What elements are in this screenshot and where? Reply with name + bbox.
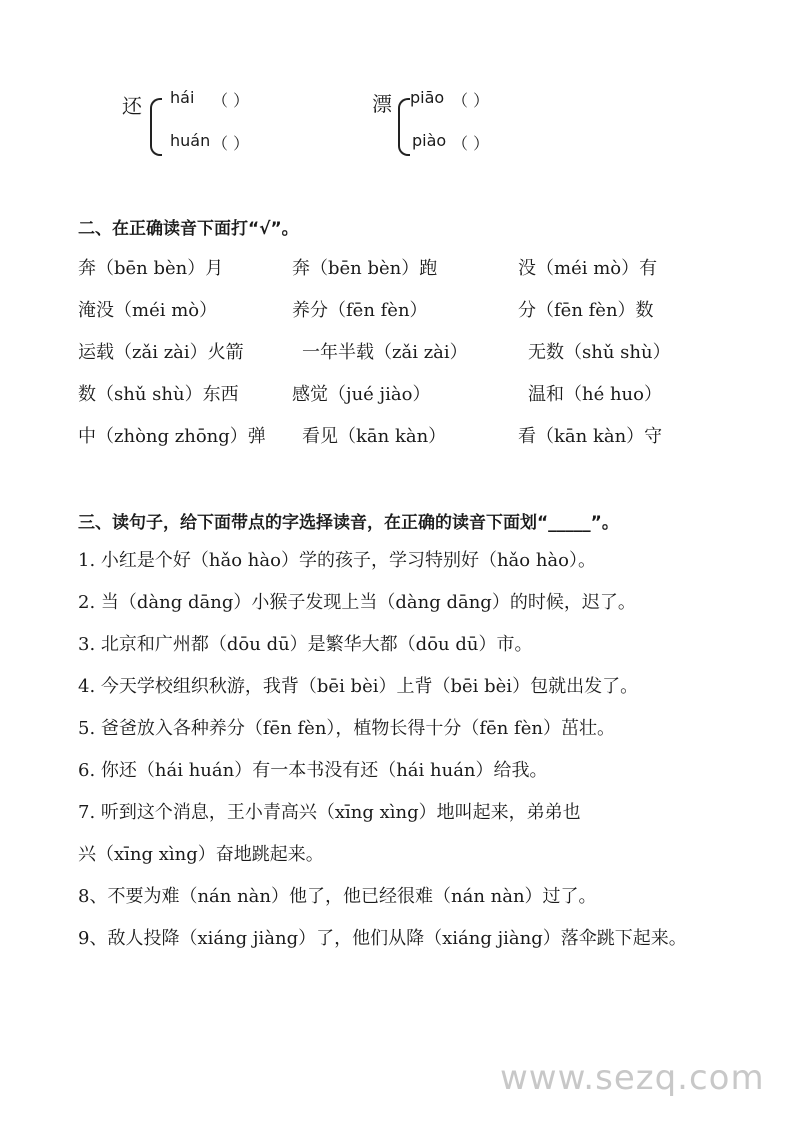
brace-bottom (398, 120, 410, 156)
question-item: 看（kān kàn）守 (518, 426, 663, 447)
answer-blank: （ ） (212, 134, 250, 153)
question-item: 养分（fēn fèn） (292, 300, 428, 321)
section-3-title: 三、读句子，给下面带点的字选择读音，在正确的读音下面划“_____”。 (78, 513, 619, 533)
question-item: 温和（hé huo） (528, 384, 662, 405)
question-item: 没（méi mò）有 (518, 258, 658, 279)
answer-blank: （ ） (452, 91, 490, 110)
watermark: www.sezq.com (500, 1058, 765, 1098)
section-2-title: 二、在正确读音下面打“√”。 (78, 219, 299, 239)
question-item: 运载（zǎi zài）火箭 (78, 342, 244, 363)
reading-pinyin: hái (170, 88, 195, 107)
question-item: 分（fēn fèn）数 (518, 300, 654, 321)
question-item: 感觉（jué jiào） (292, 384, 431, 405)
question-item: 无数（shǔ shù） (528, 342, 671, 363)
sentence: 8、不要为难（nán nàn）他了，他已经很难（nán nàn）过了。 (78, 886, 597, 907)
answer-blank: （ ） (212, 91, 250, 110)
sentence: 5. 爸爸放入各种养分（fēn fèn），植物长得十分（fēn fèn）茁壮。 (78, 718, 615, 739)
sentence: 7. 听到这个消息，王小青高兴（xīng xìng）地叫起来，弟弟也 (78, 802, 581, 823)
sentence: 1. 小红是个好（hǎo hào）学的孩子，学习特别好（hǎo hào）。 (78, 550, 596, 571)
sentence: 9、敌人投降（xiáng jiàng）了，他们从降（xiáng jiàng）落伞跳下起来。 (78, 928, 687, 949)
sentence: 兴（xīng xìng）奋地跳起来。 (78, 844, 324, 865)
question-item: 一年半载（zǎi zài） (302, 342, 468, 363)
reading-pinyin: piào (412, 131, 447, 150)
brace-top (398, 98, 410, 122)
brace-top (150, 98, 162, 122)
sentence: 3. 北京和广州都（dōu dū）是繁华大都（dōu dū）市。 (78, 634, 533, 655)
question-item: 奔（bēn bèn）月 (78, 258, 224, 279)
question-item: 奔（bēn bèn）跑 (292, 258, 438, 279)
question-item: 看见（kān kàn） (302, 426, 447, 447)
sentence: 6. 你还（hái huán）有一本书没有还（hái huán）给我。 (78, 760, 548, 781)
question-item: 中（zhòng zhōng）弹 (78, 426, 266, 447)
polyphone-char: 还 (122, 94, 142, 118)
question-item: 淹没（méi mò） (78, 300, 218, 321)
sentence: 4. 今天学校组织秋游，我背（bēi bèi）上背（bēi bèi）包就出发了。 (78, 676, 639, 697)
sentence: 2. 当（dàng dāng）小猴子发现上当（dàng dāng）的时候，迟了。 (78, 592, 636, 613)
polyphone-char: 漂 (372, 92, 392, 116)
reading-pinyin: huán (170, 131, 211, 150)
answer-blank: （ ） (452, 134, 490, 153)
reading-pinyin: piāo (410, 88, 445, 107)
brace-bottom (150, 120, 162, 156)
question-item: 数（shǔ shù）东西 (78, 384, 239, 405)
